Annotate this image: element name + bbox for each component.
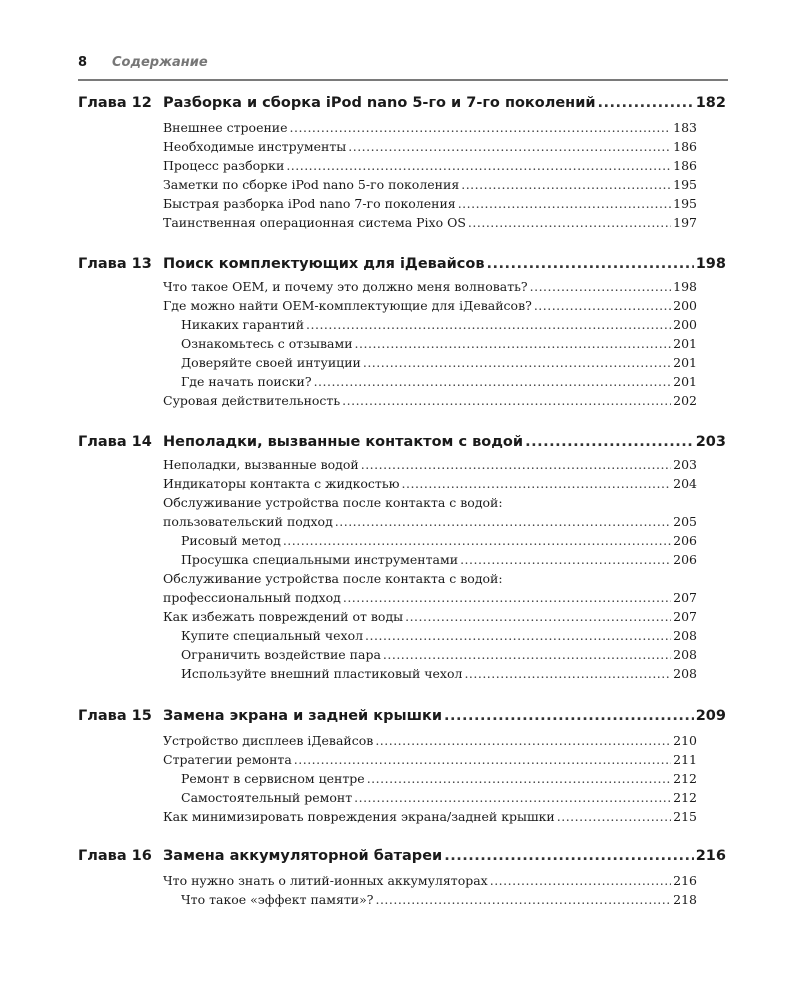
toc-subentry: [181, 355, 697, 373]
toc-entry-page: 211: [673, 752, 697, 767]
chapter-title: Замена экрана и задней крышки: [163, 708, 442, 724]
toc-entry-title: профессиональный подход: [163, 590, 341, 605]
toc-entry-page: 208: [673, 666, 697, 681]
dot-leader: [468, 215, 671, 230]
toc-entry: [163, 196, 697, 214]
toc-entry-title: Доверяйте своей интуиции: [181, 355, 361, 370]
dot-leader: [525, 434, 694, 450]
toc-entry-page: 202: [673, 393, 697, 408]
toc-entry-title: Таинственная операционная система Pixo OS: [163, 215, 466, 230]
toc-entry: [163, 457, 697, 475]
toc-entry-page: 215: [673, 809, 697, 824]
toc-entry-title: Где можно найти OEM-комплектующие для iДевайсов?: [163, 298, 532, 313]
toc-entry-page: 210: [673, 733, 697, 748]
toc-entry-title: Суровая действительность: [163, 393, 341, 408]
dot-leader: [487, 256, 694, 272]
dot-leader: [464, 666, 671, 681]
chapter-heading: [78, 256, 726, 278]
toc-entry-title: Рисовый метод: [181, 533, 281, 548]
toc-entry: [163, 298, 697, 316]
toc-entry-title: Что такое OEM, и почему это должно меня волновать?: [163, 279, 528, 294]
toc-entry: [163, 139, 697, 157]
toc-entry-page: 200: [673, 317, 697, 332]
toc-entry-page: 212: [673, 771, 697, 786]
chapter-heading: [78, 708, 726, 730]
dot-leader: [383, 647, 671, 662]
toc-entry: [163, 279, 697, 297]
dot-leader: [598, 95, 694, 111]
toc-entry-title: Ремонт в сервисном центре: [181, 771, 365, 786]
toc-entry-page: 201: [673, 336, 697, 351]
chapter-page: 209: [695, 708, 726, 724]
toc-entry-title: Ограничить воздействие пара: [181, 647, 381, 662]
toc-entry-page: 206: [673, 533, 697, 548]
toc-entry-page: 200: [673, 298, 697, 313]
toc-entry-title: Как минимизировать повреждения экрана/задней крышки: [163, 809, 555, 824]
toc-entry-page: 204: [673, 476, 697, 491]
dot-leader: [557, 809, 671, 824]
toc-subentry: [181, 552, 697, 570]
toc-entry-page: 216: [673, 873, 697, 888]
chapter-page: 198: [695, 256, 726, 272]
toc-entry-page: 195: [673, 196, 697, 211]
running-header: [78, 55, 728, 81]
toc-entry-title: Используйте внешний пластиковый чехол: [181, 666, 463, 681]
toc-entry-page: 205: [673, 514, 697, 529]
running-title: Содержание: [112, 55, 208, 70]
chapter-label: Глава 16: [78, 848, 152, 864]
toc-entry-title: Устройство дисплеев iДевайсов: [163, 733, 374, 748]
toc-entry: [163, 177, 697, 195]
dot-leader: [458, 196, 671, 211]
toc-entry-title: Процесс разборки: [163, 158, 285, 173]
dot-leader: [342, 393, 671, 408]
toc-entry-title: Самостоятельный ремонт: [181, 790, 353, 805]
toc-subentry: [181, 374, 697, 392]
toc-entry-page: 203: [673, 457, 697, 472]
toc-entry: [163, 120, 697, 138]
toc-entry-page: 218: [673, 892, 697, 907]
chapter-page: 216: [695, 848, 726, 864]
chapter-page: 203: [695, 434, 726, 450]
toc-entry-page: 183: [673, 120, 697, 135]
dot-leader: [461, 177, 671, 192]
dot-leader: [343, 590, 671, 605]
toc-entry-continued: Обслуживание устройства после контакта с водой:: [163, 571, 503, 586]
toc-subentry: [181, 317, 697, 335]
toc-entry-page: 208: [673, 628, 697, 643]
dot-leader: [365, 628, 671, 643]
toc-entry-title: Купите специальный чехол: [181, 628, 364, 643]
toc-entry-title: Стратегии ремонта: [163, 752, 292, 767]
toc-entry-title: Ознакомьтесь с отзывами: [181, 336, 353, 351]
toc-entry: [163, 514, 697, 532]
toc-entry-page: 186: [673, 139, 697, 154]
toc-entry: [163, 393, 697, 411]
chapter-label: Глава 14: [78, 434, 152, 450]
dot-leader: [294, 752, 671, 767]
toc-entry-page: 208: [673, 647, 697, 662]
chapter-label: Глава 15: [78, 708, 152, 724]
toc-entry-title: Просушка специальными инструментами: [181, 552, 459, 567]
toc-entry-title: Необходимые инструменты: [163, 139, 347, 154]
chapter-title: Замена аккумуляторной батареи: [163, 848, 443, 864]
dot-leader: [460, 552, 671, 567]
toc-entry-page: 212: [673, 790, 697, 805]
toc-entry-page: 197: [673, 215, 697, 230]
dot-leader: [355, 336, 672, 351]
dot-leader: [361, 457, 671, 472]
dot-leader: [354, 790, 671, 805]
chapter-label: Глава 12: [78, 95, 152, 111]
toc-subentry: [181, 790, 697, 808]
dot-leader: [444, 708, 694, 724]
chapter-page: 182: [695, 95, 726, 111]
chapter-heading: [78, 434, 726, 456]
page-number: 8: [78, 55, 88, 70]
chapter-heading: [78, 95, 726, 117]
dot-leader: [363, 355, 671, 370]
toc-entry-title: пользовательский подход: [163, 514, 333, 529]
toc-entry-page: 207: [673, 590, 697, 605]
chapter-title: Разборка и сборка iPod nano 5-го и 7-го поколений: [163, 95, 596, 111]
dot-leader: [534, 298, 671, 313]
dot-leader: [314, 374, 672, 389]
toc-subentry: [181, 533, 697, 551]
dot-leader: [306, 317, 671, 332]
toc-entry: [163, 609, 697, 627]
toc-entry: [163, 873, 697, 891]
toc-entry: [163, 752, 697, 770]
dot-leader: [375, 733, 671, 748]
dot-leader: [530, 279, 672, 294]
toc-entry-page: 201: [673, 374, 697, 389]
toc-entry-page: 195: [673, 177, 697, 192]
dot-leader: [283, 533, 671, 548]
toc-entry: [163, 158, 697, 176]
dot-leader: [335, 514, 671, 529]
dot-leader: [405, 609, 671, 624]
chapter-label: Глава 13: [78, 256, 152, 272]
chapter-title: Неполадки, вызванные контактом с водой: [163, 434, 524, 450]
chapter-title: Поиск комплектующих для iДевайсов: [163, 256, 485, 272]
toc-entry-page: 201: [673, 355, 697, 370]
toc-entry-title: Внешнее строение: [163, 120, 288, 135]
toc-entry-title: Как избежать повреждений от воды: [163, 609, 404, 624]
dot-leader: [375, 892, 671, 907]
toc-entry-title: Что такое «эффект памяти»?: [181, 892, 374, 907]
toc-entry: [163, 809, 697, 827]
dot-leader: [490, 873, 671, 888]
toc-subentry: [181, 628, 697, 646]
dot-leader: [348, 139, 671, 154]
toc-subentry: [181, 336, 697, 354]
toc-subentry: [181, 892, 697, 910]
toc-entry-title: Индикаторы контакта с жидкостью: [163, 476, 400, 491]
dot-leader: [367, 771, 671, 786]
dot-leader: [402, 476, 672, 491]
toc-entry-page: 186: [673, 158, 697, 173]
toc-subentry: [181, 771, 697, 789]
toc-entry-page: 198: [673, 279, 697, 294]
toc-entry-title: Заметки по сборке iPod nano 5-го поколения: [163, 177, 460, 192]
dot-leader: [444, 848, 694, 864]
toc-entry-title: Где начать поиски?: [181, 374, 312, 389]
toc-entry-title: Неполадки, вызванные водой: [163, 457, 359, 472]
toc-subentry: [181, 666, 697, 684]
toc-entry-title: Быстрая разборка iPod nano 7-го поколения: [163, 196, 456, 211]
toc-entry-title: Что нужно знать о литий-ионных аккумуляторах: [163, 873, 488, 888]
toc-entry: [163, 476, 697, 494]
toc-entry: [163, 733, 697, 751]
toc-entry: [163, 590, 697, 608]
dot-leader: [286, 158, 671, 173]
dot-leader: [290, 120, 672, 135]
toc-entry-continued: Обслуживание устройства после контакта с водой:: [163, 495, 503, 510]
toc-entry-page: 206: [673, 552, 697, 567]
toc-subentry: [181, 647, 697, 665]
toc-entry: [163, 215, 697, 233]
toc-entry-title: Никаких гарантий: [181, 317, 305, 332]
toc-entry-page: 207: [673, 609, 697, 624]
chapter-heading: [78, 848, 726, 870]
